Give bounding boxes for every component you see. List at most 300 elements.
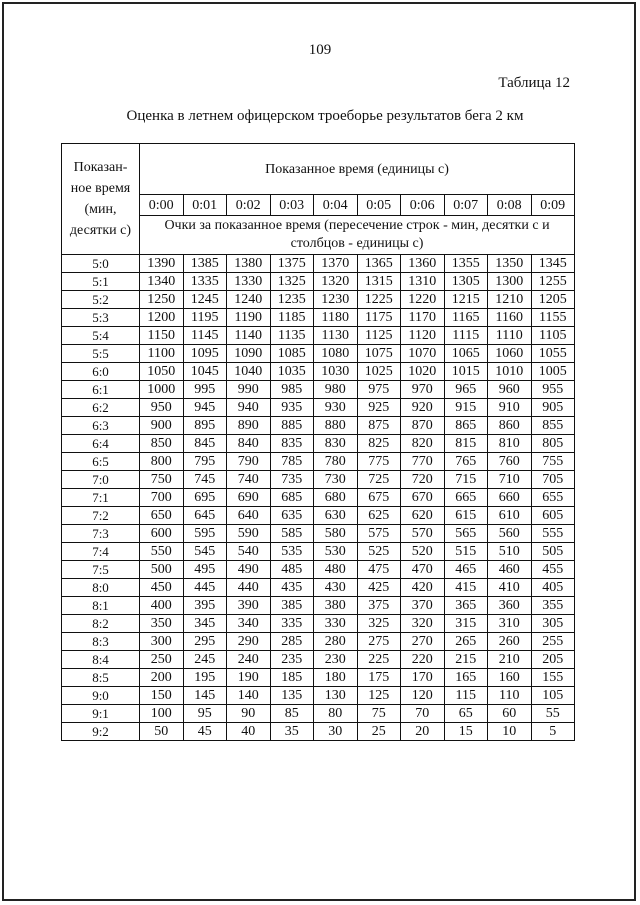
score-cell: 1060 [488, 345, 532, 363]
score-cell: 660 [488, 489, 532, 507]
score-cell: 865 [444, 417, 488, 435]
score-cell: 1350 [488, 255, 532, 273]
score-cell: 900 [140, 417, 184, 435]
score-cell: 915 [444, 399, 488, 417]
score-cell: 1220 [401, 291, 445, 309]
score-cell: 315 [444, 615, 488, 633]
score-cell: 20 [401, 723, 445, 741]
score-cell: 380 [314, 597, 358, 615]
score-cell: 5 [531, 723, 575, 741]
row-label: 6:0 [62, 363, 140, 381]
score-cell: 1150 [140, 327, 184, 345]
scores-table [61, 143, 575, 741]
table-row [62, 561, 575, 579]
row-label: 7:0 [62, 471, 140, 489]
score-cell: 615 [444, 507, 488, 525]
score-cell: 375 [357, 597, 401, 615]
score-cell: 940 [227, 399, 271, 417]
row-label: 6:4 [62, 435, 140, 453]
score-cell: 1040 [227, 363, 271, 381]
table-number: Таблица 12 [498, 75, 570, 91]
score-cell: 610 [488, 507, 532, 525]
score-cell: 540 [227, 543, 271, 561]
score-cell: 330 [314, 615, 358, 633]
score-cell: 490 [227, 561, 271, 579]
score-cell: 715 [444, 471, 488, 489]
column-header: 0:08 [488, 195, 532, 216]
score-cell: 360 [488, 597, 532, 615]
score-cell: 1030 [314, 363, 358, 381]
score-cell: 685 [270, 489, 314, 507]
score-cell: 30 [314, 723, 358, 741]
score-cell: 135 [270, 687, 314, 705]
score-cell: 1050 [140, 363, 184, 381]
score-cell: 1255 [531, 273, 575, 291]
score-cell: 400 [140, 597, 184, 615]
score-cell: 1215 [444, 291, 488, 309]
row-label: 6:2 [62, 399, 140, 417]
score-cell: 475 [357, 561, 401, 579]
score-cell: 1320 [314, 273, 358, 291]
column-header: 0:05 [357, 195, 401, 216]
score-cell: 760 [488, 453, 532, 471]
score-cell: 930 [314, 399, 358, 417]
score-cell: 740 [227, 471, 271, 489]
score-cell: 1085 [270, 345, 314, 363]
score-cell: 635 [270, 507, 314, 525]
column-header: 0:00 [140, 195, 184, 216]
score-cell: 595 [183, 525, 227, 543]
score-cell: 875 [357, 417, 401, 435]
score-cell: 835 [270, 435, 314, 453]
score-cell: 1240 [227, 291, 271, 309]
score-cell: 1210 [488, 291, 532, 309]
score-cell: 580 [314, 525, 358, 543]
score-cell: 1185 [270, 309, 314, 327]
score-cell: 275 [357, 633, 401, 651]
score-cell: 350 [140, 615, 184, 633]
score-cell: 385 [270, 597, 314, 615]
score-cell: 1340 [140, 273, 184, 291]
score-cell: 335 [270, 615, 314, 633]
table-row [62, 417, 575, 435]
score-cell: 620 [401, 507, 445, 525]
row-label: 8:0 [62, 579, 140, 597]
score-cell: 640 [227, 507, 271, 525]
row-label: 5:0 [62, 255, 140, 273]
score-cell: 345 [183, 615, 227, 633]
score-cell: 1180 [314, 309, 358, 327]
row-label: 8:5 [62, 669, 140, 687]
score-cell: 55 [531, 705, 575, 723]
score-cell: 1195 [183, 309, 227, 327]
score-cell: 50 [140, 723, 184, 741]
corner-header [62, 144, 140, 255]
score-cell: 925 [357, 399, 401, 417]
row-label: 7:4 [62, 543, 140, 561]
score-cell: 575 [357, 525, 401, 543]
score-cell: 525 [357, 543, 401, 561]
score-cell: 795 [183, 453, 227, 471]
score-cell: 505 [531, 543, 575, 561]
score-cell: 885 [270, 417, 314, 435]
score-cell: 630 [314, 507, 358, 525]
score-cell: 655 [531, 489, 575, 507]
score-cell: 975 [357, 381, 401, 399]
score-cell: 395 [183, 597, 227, 615]
score-cell: 935 [270, 399, 314, 417]
score-cell: 650 [140, 507, 184, 525]
score-cell: 1035 [270, 363, 314, 381]
score-cell: 1380 [227, 255, 271, 273]
score-cell: 1190 [227, 309, 271, 327]
score-cell: 1055 [531, 345, 575, 363]
score-cell: 105 [531, 687, 575, 705]
score-cell: 480 [314, 561, 358, 579]
score-cell: 645 [183, 507, 227, 525]
table-row [62, 471, 575, 489]
table-row [62, 687, 575, 705]
score-cell: 785 [270, 453, 314, 471]
score-cell: 290 [227, 633, 271, 651]
score-cell: 905 [531, 399, 575, 417]
score-cell: 1175 [357, 309, 401, 327]
column-header: 0:02 [227, 195, 271, 216]
score-cell: 870 [401, 417, 445, 435]
score-cell: 590 [227, 525, 271, 543]
score-cell: 115 [444, 687, 488, 705]
score-cell: 600 [140, 525, 184, 543]
score-cell: 830 [314, 435, 358, 453]
score-cell: 970 [401, 381, 445, 399]
score-cell: 165 [444, 669, 488, 687]
table-row [62, 507, 575, 525]
score-cell: 1120 [401, 327, 445, 345]
score-cell: 780 [314, 453, 358, 471]
score-cell: 225 [357, 651, 401, 669]
score-cell: 720 [401, 471, 445, 489]
score-cell: 1070 [401, 345, 445, 363]
score-cell: 1385 [183, 255, 227, 273]
score-cell: 515 [444, 543, 488, 561]
table-row [62, 723, 575, 741]
score-cell: 150 [140, 687, 184, 705]
row-label: 9:2 [62, 723, 140, 741]
score-cell: 965 [444, 381, 488, 399]
score-cell: 690 [227, 489, 271, 507]
score-cell: 1235 [270, 291, 314, 309]
score-cell: 470 [401, 561, 445, 579]
score-cell: 855 [531, 417, 575, 435]
row-label: 9:1 [62, 705, 140, 723]
score-cell: 550 [140, 543, 184, 561]
score-cell: 680 [314, 489, 358, 507]
score-cell: 535 [270, 543, 314, 561]
score-cell: 675 [357, 489, 401, 507]
table-row [62, 345, 575, 363]
score-cell: 245 [183, 651, 227, 669]
score-cell: 750 [140, 471, 184, 489]
row-label: 8:4 [62, 651, 140, 669]
score-cell: 1165 [444, 309, 488, 327]
score-cell: 800 [140, 453, 184, 471]
score-cell: 1330 [227, 273, 271, 291]
score-cell: 410 [488, 579, 532, 597]
score-cell: 730 [314, 471, 358, 489]
score-cell: 15 [444, 723, 488, 741]
points-header: Очки за показанное время (пересечение строк - мин, десятки с и столбцов - единицы с) [140, 216, 575, 255]
score-cell: 155 [531, 669, 575, 687]
score-cell: 170 [401, 669, 445, 687]
score-cell: 430 [314, 579, 358, 597]
score-cell: 530 [314, 543, 358, 561]
score-cell: 185 [270, 669, 314, 687]
score-cell: 805 [531, 435, 575, 453]
score-cell: 305 [531, 615, 575, 633]
score-cell: 880 [314, 417, 358, 435]
score-cell: 605 [531, 507, 575, 525]
score-cell: 990 [227, 381, 271, 399]
table-row [62, 525, 575, 543]
score-cell: 910 [488, 399, 532, 417]
score-cell: 220 [401, 651, 445, 669]
score-cell: 1115 [444, 327, 488, 345]
score-cell: 25 [357, 723, 401, 741]
table-row [62, 453, 575, 471]
score-cell: 145 [183, 687, 227, 705]
table-row [62, 669, 575, 687]
score-cell: 815 [444, 435, 488, 453]
score-cell: 1355 [444, 255, 488, 273]
column-header: 0:09 [531, 195, 575, 216]
score-cell: 460 [488, 561, 532, 579]
time-units-header: Показанное время (единицы с) [140, 144, 575, 195]
score-cell: 1010 [488, 363, 532, 381]
score-cell: 810 [488, 435, 532, 453]
table-row [62, 579, 575, 597]
score-cell: 1305 [444, 273, 488, 291]
row-label: 6:3 [62, 417, 140, 435]
score-cell: 320 [401, 615, 445, 633]
score-cell: 520 [401, 543, 445, 561]
score-cell: 960 [488, 381, 532, 399]
score-cell: 240 [227, 651, 271, 669]
score-cell: 735 [270, 471, 314, 489]
corner-header-line: (мин, [84, 202, 117, 217]
table-row [62, 597, 575, 615]
row-label: 7:5 [62, 561, 140, 579]
score-cell: 775 [357, 453, 401, 471]
score-cell: 210 [488, 651, 532, 669]
score-cell: 110 [488, 687, 532, 705]
score-cell: 295 [183, 633, 227, 651]
score-cell: 1345 [531, 255, 575, 273]
table-row [62, 363, 575, 381]
score-cell: 755 [531, 453, 575, 471]
table-row [62, 255, 575, 273]
score-cell: 390 [227, 597, 271, 615]
score-cell: 950 [140, 399, 184, 417]
score-cell: 260 [488, 633, 532, 651]
score-cell: 250 [140, 651, 184, 669]
score-cell: 1170 [401, 309, 445, 327]
table-row [62, 651, 575, 669]
score-cell: 545 [183, 543, 227, 561]
score-cell: 555 [531, 525, 575, 543]
score-cell: 405 [531, 579, 575, 597]
score-cell: 425 [357, 579, 401, 597]
table-row [62, 705, 575, 723]
score-cell: 560 [488, 525, 532, 543]
score-cell: 195 [183, 669, 227, 687]
corner-header-line: ное время [70, 181, 131, 196]
row-label: 6:5 [62, 453, 140, 471]
score-cell: 995 [183, 381, 227, 399]
table-row [62, 399, 575, 417]
row-label: 5:5 [62, 345, 140, 363]
score-cell: 1245 [183, 291, 227, 309]
score-cell: 1105 [531, 327, 575, 345]
score-cell: 1005 [531, 363, 575, 381]
score-cell: 125 [357, 687, 401, 705]
row-label: 9:0 [62, 687, 140, 705]
score-cell: 710 [488, 471, 532, 489]
score-cell: 1100 [140, 345, 184, 363]
score-cell: 1160 [488, 309, 532, 327]
score-cell: 1300 [488, 273, 532, 291]
score-cell: 1325 [270, 273, 314, 291]
score-cell: 1090 [227, 345, 271, 363]
score-cell: 980 [314, 381, 358, 399]
score-cell: 850 [140, 435, 184, 453]
score-cell: 1015 [444, 363, 488, 381]
score-cell: 1365 [357, 255, 401, 273]
score-cell: 1250 [140, 291, 184, 309]
table-row [62, 327, 575, 345]
row-label: 8:2 [62, 615, 140, 633]
score-cell: 485 [270, 561, 314, 579]
score-cell: 1075 [357, 345, 401, 363]
row-label: 7:2 [62, 507, 140, 525]
score-cell: 765 [444, 453, 488, 471]
score-cell: 1145 [183, 327, 227, 345]
score-cell: 745 [183, 471, 227, 489]
score-cell: 215 [444, 651, 488, 669]
score-cell: 230 [314, 651, 358, 669]
row-label: 6:1 [62, 381, 140, 399]
score-cell: 665 [444, 489, 488, 507]
score-cell: 35 [270, 723, 314, 741]
score-cell: 100 [140, 705, 184, 723]
score-cell: 10 [488, 723, 532, 741]
score-cell: 1390 [140, 255, 184, 273]
score-cell: 770 [401, 453, 445, 471]
score-cell: 1310 [401, 273, 445, 291]
score-cell: 1335 [183, 273, 227, 291]
score-cell: 585 [270, 525, 314, 543]
score-cell: 465 [444, 561, 488, 579]
score-cell: 1375 [270, 255, 314, 273]
score-cell: 890 [227, 417, 271, 435]
corner-header-line: десятки с) [69, 223, 132, 238]
column-header: 0:04 [314, 195, 358, 216]
score-cell: 1230 [314, 291, 358, 309]
table-row [62, 273, 575, 291]
score-cell: 705 [531, 471, 575, 489]
score-cell: 280 [314, 633, 358, 651]
score-cell: 200 [140, 669, 184, 687]
score-cell: 190 [227, 669, 271, 687]
row-label: 5:2 [62, 291, 140, 309]
score-cell: 1065 [444, 345, 488, 363]
score-cell: 945 [183, 399, 227, 417]
score-cell: 160 [488, 669, 532, 687]
score-cell: 955 [531, 381, 575, 399]
score-cell: 700 [140, 489, 184, 507]
score-cell: 500 [140, 561, 184, 579]
score-cell: 450 [140, 579, 184, 597]
score-cell: 860 [488, 417, 532, 435]
score-cell: 75 [357, 705, 401, 723]
score-cell: 1095 [183, 345, 227, 363]
score-cell: 60 [488, 705, 532, 723]
column-header: 0:01 [183, 195, 227, 216]
column-header: 0:03 [270, 195, 314, 216]
score-cell: 435 [270, 579, 314, 597]
score-cell: 455 [531, 561, 575, 579]
score-cell: 1155 [531, 309, 575, 327]
score-cell: 670 [401, 489, 445, 507]
score-cell: 85 [270, 705, 314, 723]
table-row [62, 615, 575, 633]
score-cell: 895 [183, 417, 227, 435]
score-cell: 1370 [314, 255, 358, 273]
score-cell: 845 [183, 435, 227, 453]
table-row [62, 633, 575, 651]
score-cell: 1125 [357, 327, 401, 345]
score-cell: 65 [444, 705, 488, 723]
score-cell: 1135 [270, 327, 314, 345]
table-row [62, 291, 575, 309]
table-row [62, 435, 575, 453]
score-cell: 285 [270, 633, 314, 651]
score-cell: 445 [183, 579, 227, 597]
score-cell: 310 [488, 615, 532, 633]
score-cell: 820 [401, 435, 445, 453]
column-header: 0:07 [444, 195, 488, 216]
row-label: 5:1 [62, 273, 140, 291]
score-cell: 175 [357, 669, 401, 687]
row-label: 5:4 [62, 327, 140, 345]
score-cell: 370 [401, 597, 445, 615]
column-header: 0:06 [401, 195, 445, 216]
table-row [62, 309, 575, 327]
score-cell: 1000 [140, 381, 184, 399]
corner-header-line: Показан- [73, 160, 128, 175]
score-cell: 300 [140, 633, 184, 651]
score-cell: 340 [227, 615, 271, 633]
score-cell: 1045 [183, 363, 227, 381]
score-cell: 325 [357, 615, 401, 633]
score-cell: 1140 [227, 327, 271, 345]
score-cell: 840 [227, 435, 271, 453]
score-cell: 180 [314, 669, 358, 687]
score-cell: 825 [357, 435, 401, 453]
score-cell: 415 [444, 579, 488, 597]
score-cell: 130 [314, 687, 358, 705]
score-cell: 1360 [401, 255, 445, 273]
score-cell: 120 [401, 687, 445, 705]
